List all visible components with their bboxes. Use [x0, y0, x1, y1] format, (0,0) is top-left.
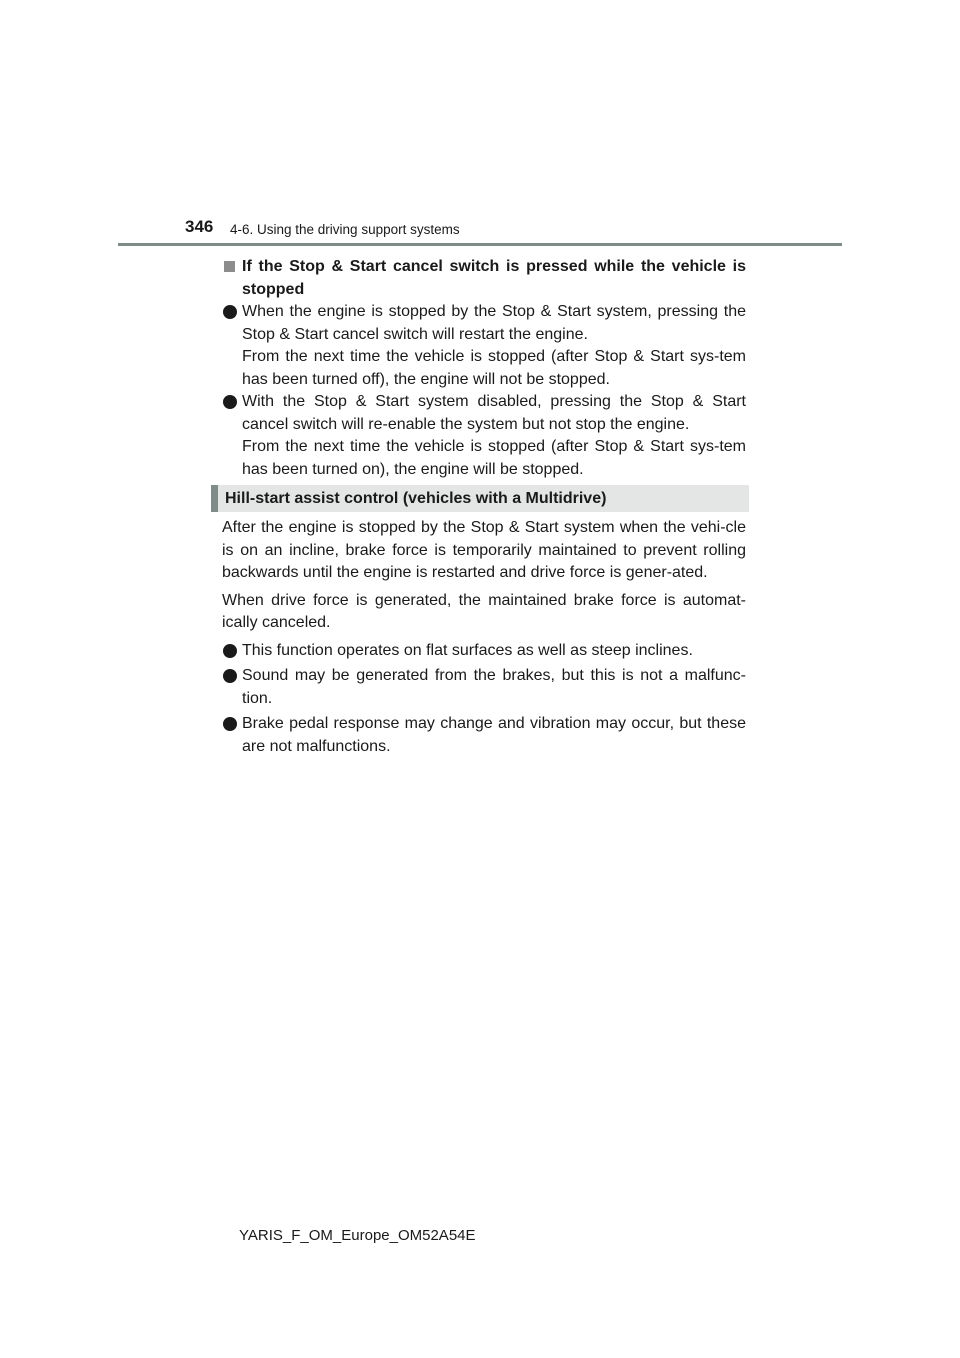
- bullet-text: This function operates on flat surfaces as well as steep inclines.: [242, 641, 693, 659]
- bullet-note: From the next time the vehicle is stopped (after Stop & Start sys-tem has been turned off), the engine will not be stopped.: [242, 348, 746, 388]
- bullet-note: From the next time the vehicle is stopped (after Stop & Start sys-tem has been turned on), the engine will be stopped.: [242, 438, 746, 478]
- document-code: YARIS_F_OM_Europe_OM52A54E: [239, 1227, 476, 1244]
- list-item: [222, 713, 746, 758]
- cancel-switch-section: [222, 256, 746, 481]
- hill-start-section: [222, 517, 746, 761]
- paragraph: After the engine is stopped by the Stop & Start system when the vehi-cle is on an incline, brake force is temporarily maintained to prevent rolling backwards until the engine is restarted and drive force is gener-ated.: [222, 519, 746, 581]
- paragraph: When drive force is generated, the maintained brake force is automat-ically canceled.: [222, 591, 746, 631]
- list-item: [222, 665, 746, 710]
- bullet-text: Sound may be generated from the brakes, but this is not a malfunc-tion.: [242, 667, 746, 707]
- hill-start-heading: Hill-start assist control (vehicles with a Multidrive): [211, 485, 749, 512]
- cancel-switch-heading-text: If the Stop & Start cancel switch is pressed while the vehicle is stopped: [242, 258, 746, 298]
- square-bullet-icon: [224, 261, 235, 272]
- round-bullet-icon: [223, 717, 237, 731]
- bullet-text: Brake pedal response may change and vibration may occur, but these are not malfunctions.: [242, 715, 746, 755]
- list-item: [222, 391, 746, 481]
- bullet-text: With the Stop & Start system disabled, pressing the Stop & Start cancel switch will re-enable the system but not stop the engine.: [242, 393, 746, 433]
- round-bullet-icon: [223, 395, 237, 409]
- round-bullet-icon: [223, 305, 237, 319]
- round-bullet-icon: [223, 669, 237, 683]
- list-item: [222, 640, 746, 663]
- round-bullet-icon: [223, 644, 237, 658]
- page-number: 346: [185, 217, 214, 236]
- list-item: [222, 301, 746, 391]
- section-title: 4-6. Using the driving support systems: [230, 222, 460, 237]
- cancel-switch-heading: [222, 256, 746, 301]
- bullet-text: When the engine is stopped by the Stop & Start system, pressing the Stop & Start cancel switch will restart the engine.: [242, 303, 746, 343]
- header-rule: [118, 243, 842, 246]
